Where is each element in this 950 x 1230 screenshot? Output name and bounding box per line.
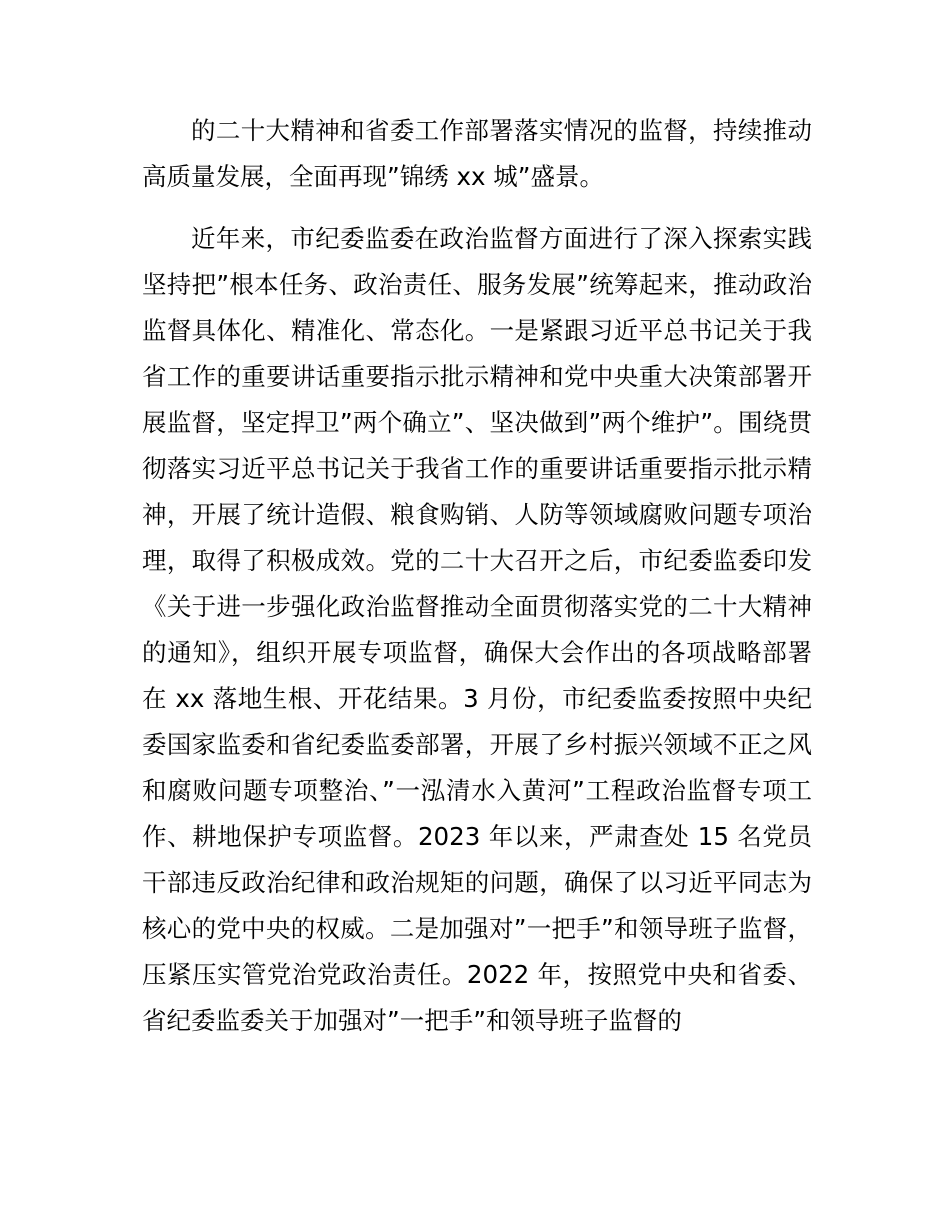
text-line: 和腐败问题专项整治、”一泓清水入黄河”工程政治监督专项工	[142, 776, 812, 805]
text-line: 省纪委监委关于加强对”一把手”和领导班子监督的	[142, 1006, 682, 1035]
text-line: 近年来，市纪委监委在政治监督方面进行了深入探索实践	[191, 224, 812, 253]
text-line: 彻落实习近平总书记关于我省工作的重要讲话重要指示批示精	[142, 454, 812, 483]
text-line: 压紧压实管党治党政治责任。2022 年，按照党中央和省委、	[142, 960, 812, 989]
text-line: 监督具体化、精准化、常态化。一是紧跟习近平总书记关于我	[142, 316, 812, 345]
text-line: 的二十大精神和省委工作部署落实情况的监督，持续推动	[191, 116, 812, 145]
text-line: 干部违反政治纪律和政治规矩的问题，确保了以习近平同志为	[142, 868, 812, 897]
text-line: 《关于进一步强化政治监督推动全面贯彻落实党的二十大精神	[142, 592, 812, 621]
text-line: 核心的党中央的权威。二是加强对”一把手”和领导班子监督，	[142, 914, 812, 943]
text-line: 展监督，坚定捍卫”两个确立”、坚决做到”两个维护”。围绕贯	[142, 408, 812, 437]
paragraph-1	[142, 108, 812, 200]
text-line: 在 xx 落地生根、开花结果。3 月份，市纪委监委按照中央纪	[142, 684, 812, 713]
paragraph-2	[142, 216, 812, 1044]
text-line: 神，开展了统计造假、粮食购销、人防等领域腐败问题专项治	[142, 500, 812, 529]
text-line: 省工作的重要讲话重要指示批示精神和党中央重大决策部署开	[142, 362, 812, 391]
text-line: 作、耕地保护专项监督。2023 年以来，严肃查处 15 名党员	[142, 822, 812, 851]
text-line: 高质量发展，全面再现”锦绣 xx 城”盛景。	[142, 162, 604, 191]
text-line: 坚持把”根本任务、政治责任、服务发展”统筹起来，推动政治	[142, 270, 812, 299]
text-line: 的通知》，组织开展专项监督，确保大会作出的各项战略部署	[142, 638, 812, 667]
document-body	[142, 108, 812, 1044]
text-line: 理，取得了积极成效。党的二十大召开之后，市纪委监委印发	[142, 546, 812, 575]
text-line: 委国家监委和省纪委监委部署，开展了乡村振兴领域不正之风	[142, 730, 812, 759]
